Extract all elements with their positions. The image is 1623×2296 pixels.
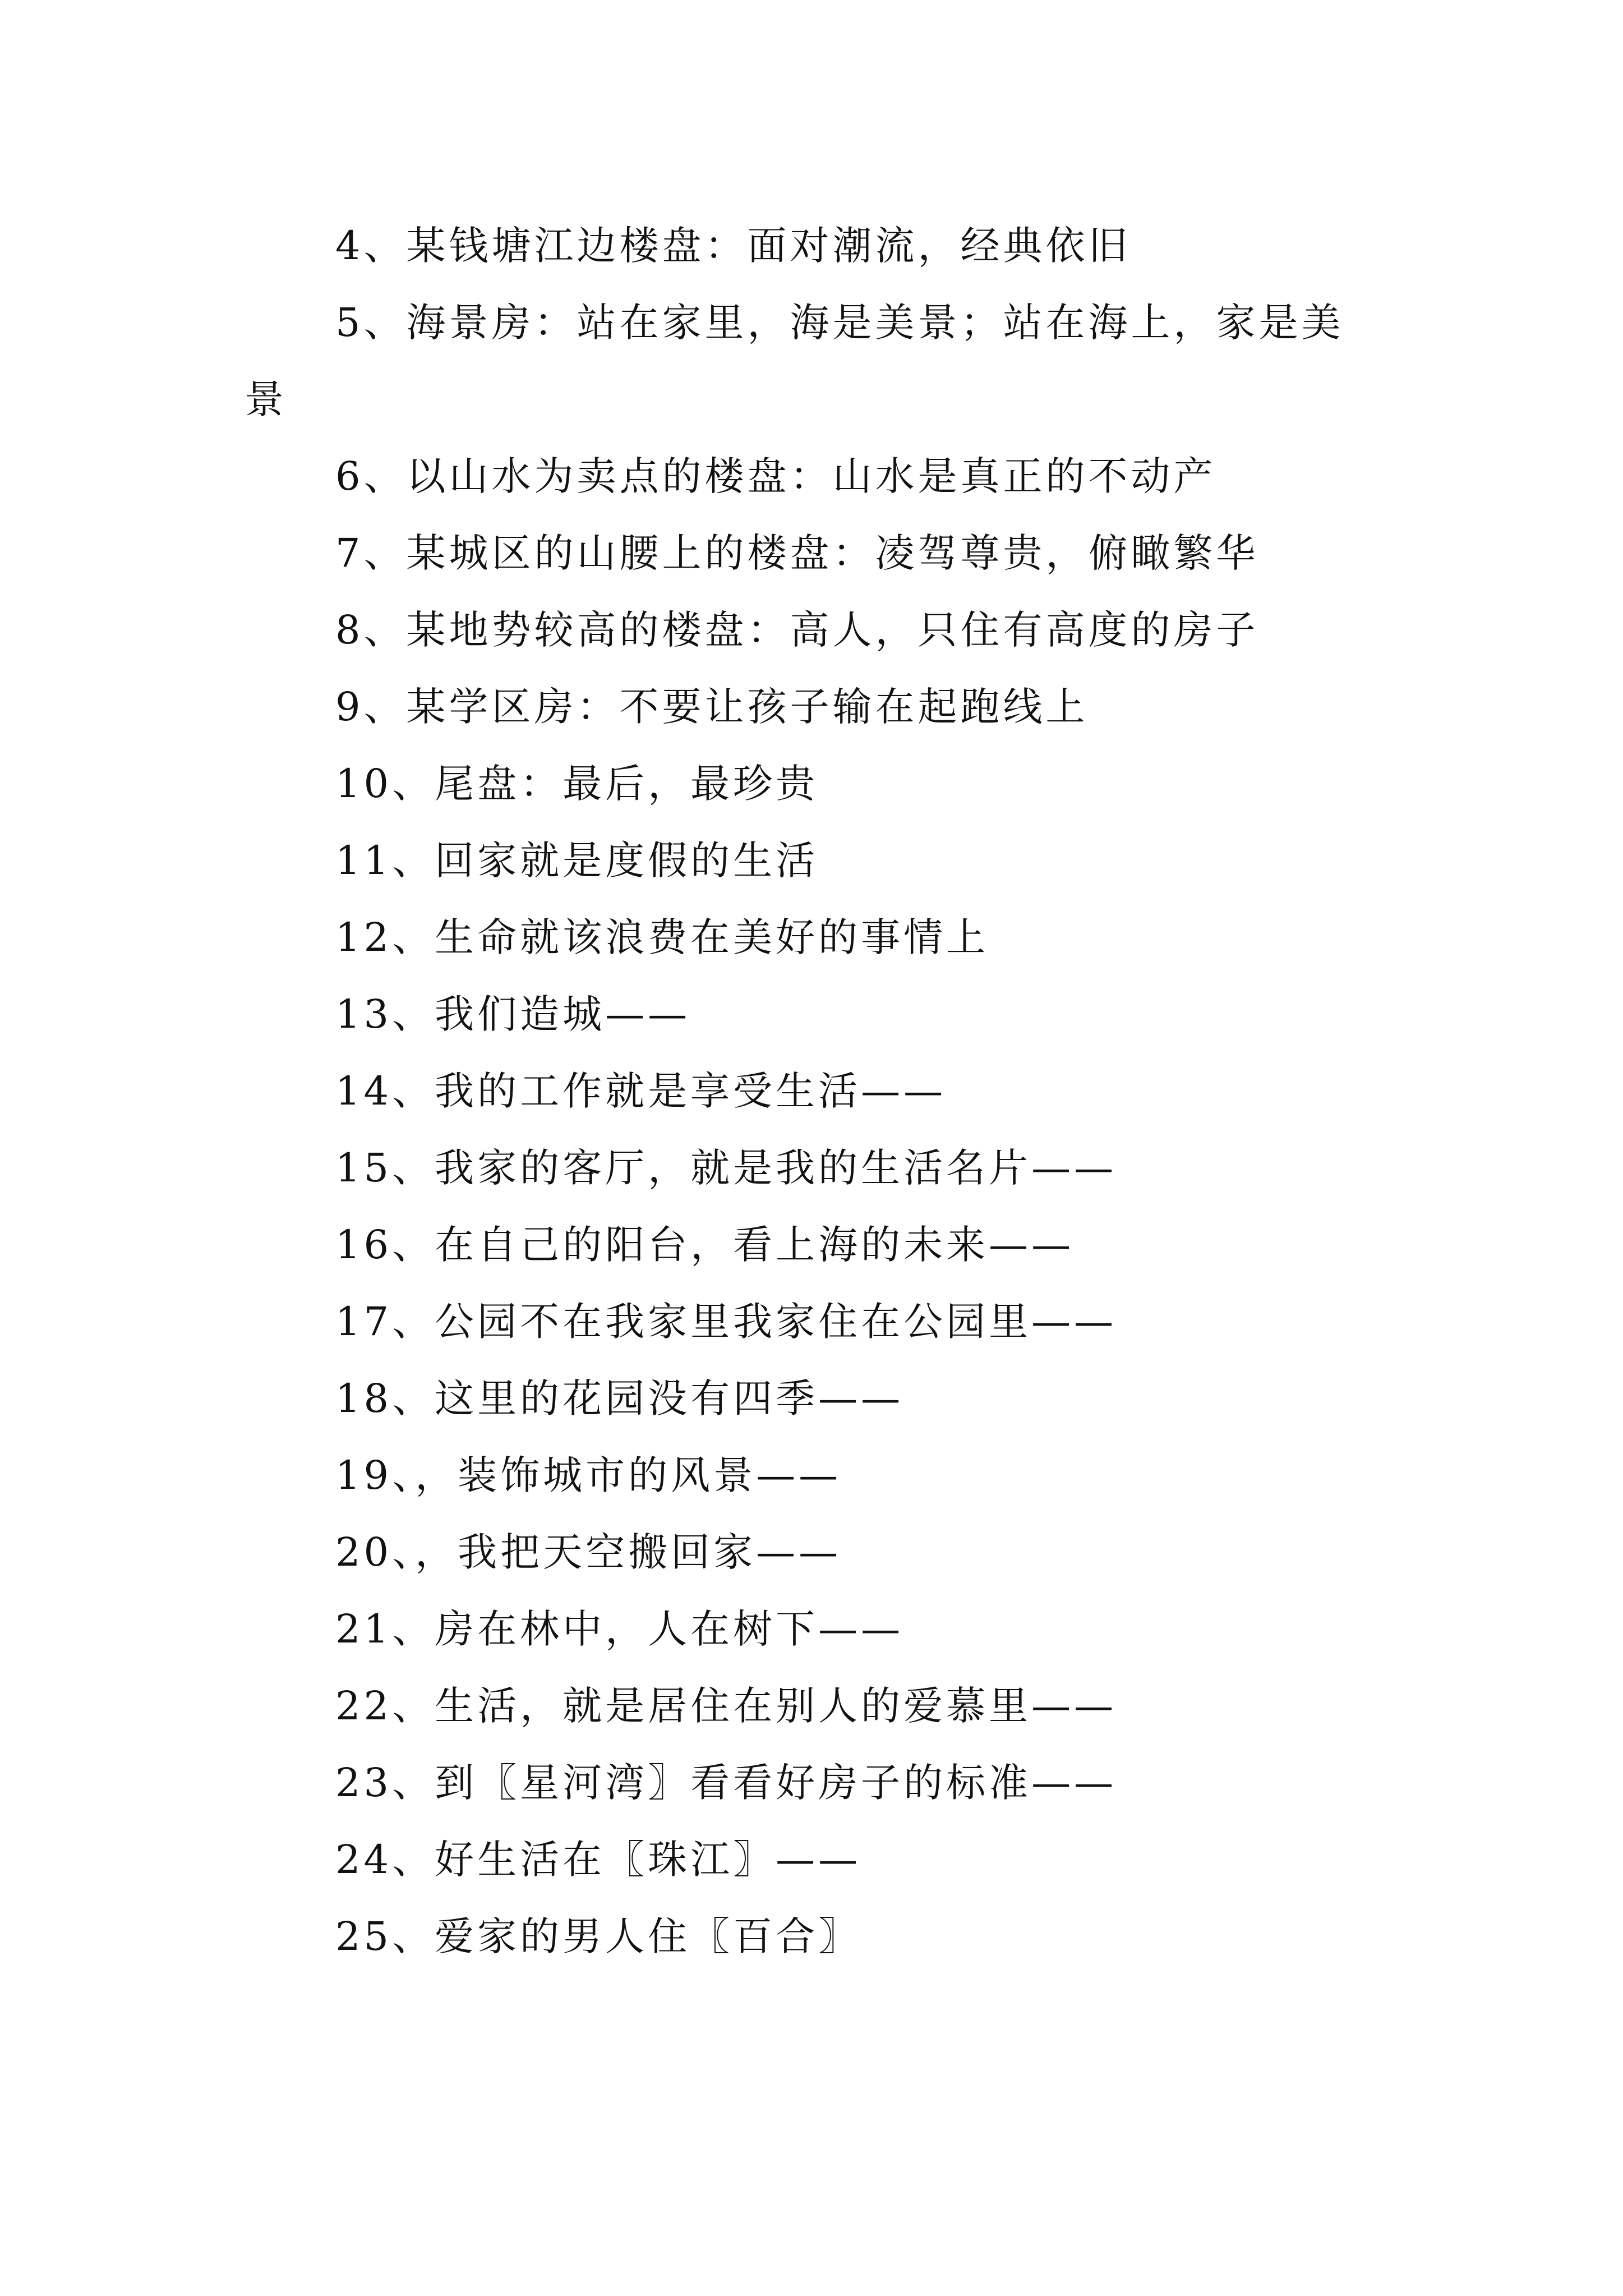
slogan-line-18: 18、这里的花园没有四季—— [335, 1375, 904, 1421]
slogan-line-21: 21、房在林中，人在树下—— [335, 1606, 904, 1652]
slogan-line-22: 22、生活，就是居住在别人的爱慕里—— [335, 1683, 1117, 1729]
slogan-line-14: 14、我的工作就是享受生活—— [335, 1068, 947, 1114]
slogan-line-9: 9、某学区房：不要让孩子输在起跑线上 [335, 684, 1089, 730]
slogan-line-24: 24、好生活在〖珠江〗—— [335, 1837, 861, 1883]
slogan-line-15: 15、我家的客厅，就是我的生活名片—— [335, 1145, 1117, 1191]
slogan-line-10: 10、尾盘：最后，最珍贵 [335, 761, 819, 807]
slogan-line-6: 6、以山水为卖点的楼盘：山水是真正的不动产 [335, 453, 1216, 499]
slogan-line-5 [245, 284, 1411, 438]
slogan-list [245, 208, 1411, 1975]
slogan-line-5-first: 5、海景房：站在家里，海是美景；站在海上，家是美 [335, 300, 1344, 346]
slogan-line-13: 13、我们造城—— [335, 991, 691, 1037]
slogan-line-25: 25、爱家的男人住〖百合〗 [335, 1913, 861, 1959]
slogan-line-5-continuation: 景 [245, 376, 287, 422]
slogan-line-12: 12、生命就该浪费在美好的事情上 [335, 914, 989, 960]
slogan-line-4: 4、某钱塘江边楼盘：面对潮流，经典依旧 [335, 223, 1131, 269]
slogan-line-23: 23、到〖星河湾〗看看好房子的标准—— [335, 1760, 1117, 1806]
slogan-line-20: 20、，我把天空搬回家—— [335, 1529, 842, 1575]
slogan-line-11: 11、回家就是度假的生活 [335, 838, 819, 884]
slogan-line-7: 7、某城区的山腰上的楼盘：凌驾尊贵，俯瞰繁华 [335, 530, 1259, 576]
slogan-line-16: 16、在自己的阳台，看上海的未来—— [335, 1222, 1075, 1268]
slogan-line-19: 19、，装饰城市的风景—— [335, 1452, 842, 1498]
slogan-line-8: 8、某地势较高的楼盘：高人，只住有高度的房子 [335, 607, 1259, 653]
slogan-line-17: 17、公园不在我家里我家住在公园里—— [335, 1299, 1117, 1345]
